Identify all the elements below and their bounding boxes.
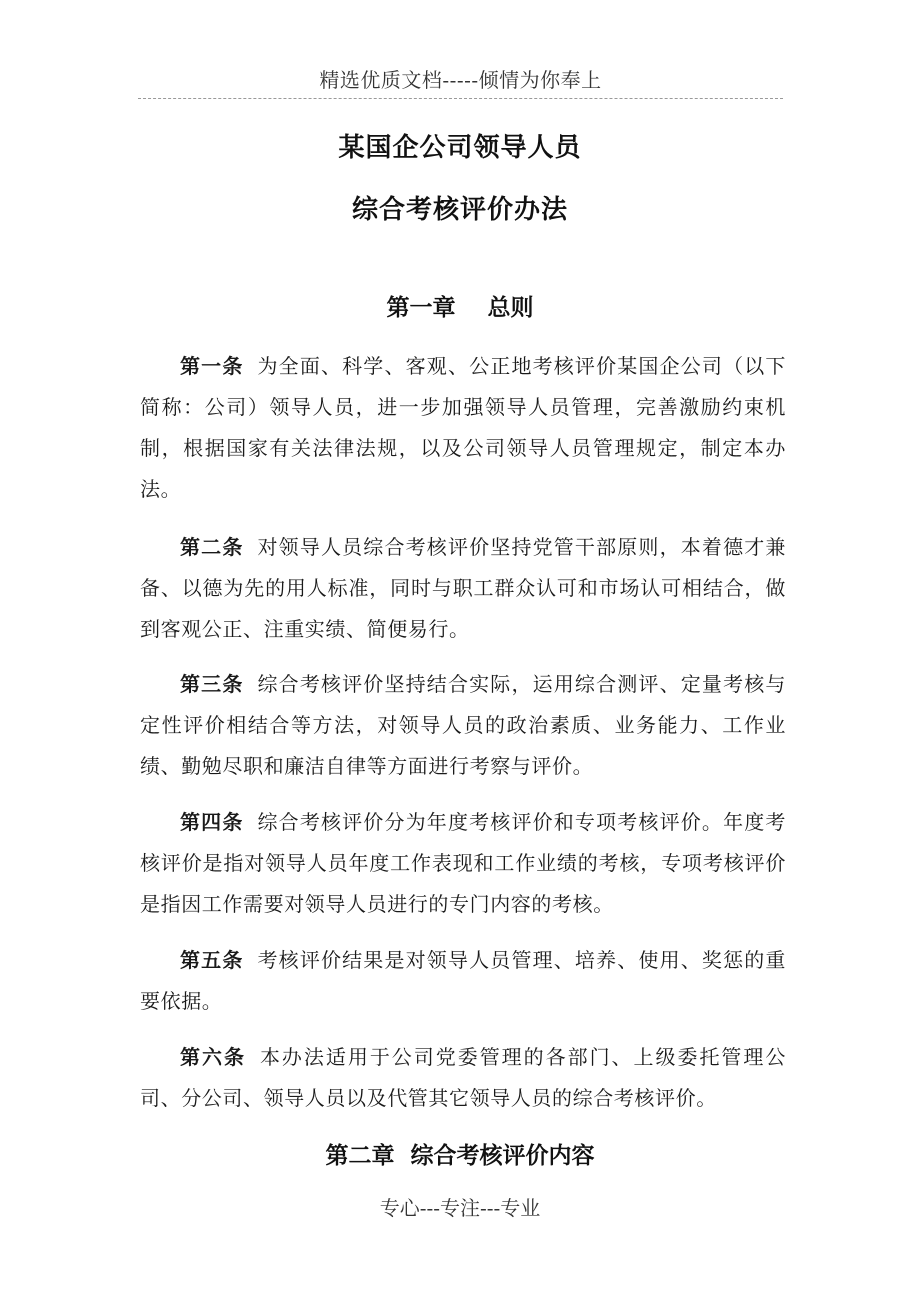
article-2 <box>140 527 786 650</box>
article-6 <box>140 1037 786 1119</box>
chapter-heading-1: 第一章 总则 <box>386 295 534 321</box>
page-header: 精选优质文档-----倾情为你奉上 <box>319 68 602 92</box>
article-text: 综合考核评价分为年度考核评价和专项考核评价。年度考核评价是指对领导人员年度工作表现和工作业绩的考核，专项考核评价是指因工作需要对领导人员进行的专门内容的考核。 <box>140 810 786 916</box>
article-1 <box>140 346 786 510</box>
article-text: 本办法适用于公司党委管理的各部门、上级委托管理公司、分公司、领导人员以及代管其它领导人员的综合考核评价。 <box>140 1045 786 1110</box>
article-text: 为全面、科学、客观、公正地考核评价某国企公司（以下简称：公司）领导人员，进一步加强领导人员管理，完善激励约束机制，根据国家有关法律法规，以及公司领导人员管理规定，制定本办法。 <box>140 354 786 501</box>
article-label: 第三条 <box>180 672 244 696</box>
article-label: 第二条 <box>180 535 244 559</box>
article-5 <box>140 940 786 1022</box>
page-footer: 专心---专注---专业 <box>379 1196 541 1220</box>
article-4 <box>140 802 786 925</box>
article-3 <box>140 664 786 787</box>
header-divider <box>138 98 783 99</box>
chapter-heading-2: 第二章 综合考核评价内容 <box>325 1143 595 1169</box>
article-text: 考核评价结果是对领导人员管理、培养、使用、奖惩的重要依据。 <box>140 948 786 1013</box>
document-title-line-2: 综合考核评价办法 <box>351 195 568 225</box>
article-label: 第五条 <box>180 948 244 972</box>
article-label: 第六条 <box>180 1045 246 1069</box>
article-text: 综合考核评价坚持结合实际，运用综合测评、定量考核与定性评价相结合等方法，对领导人员的政治素质、业务能力、工作业绩、勤勉尽职和廉洁自律等方面进行考察与评价。 <box>140 672 786 778</box>
article-label: 第四条 <box>180 810 244 834</box>
article-label: 第一条 <box>180 354 244 378</box>
article-text: 对领导人员综合考核评价坚持党管干部原则，本着德才兼备、以德为先的用人标准，同时与职工群众认可和市场认可相结合，做到客观公正、注重实绩、简便易行。 <box>140 535 786 641</box>
document-title-line-1: 某国企公司领导人员 <box>338 133 582 163</box>
